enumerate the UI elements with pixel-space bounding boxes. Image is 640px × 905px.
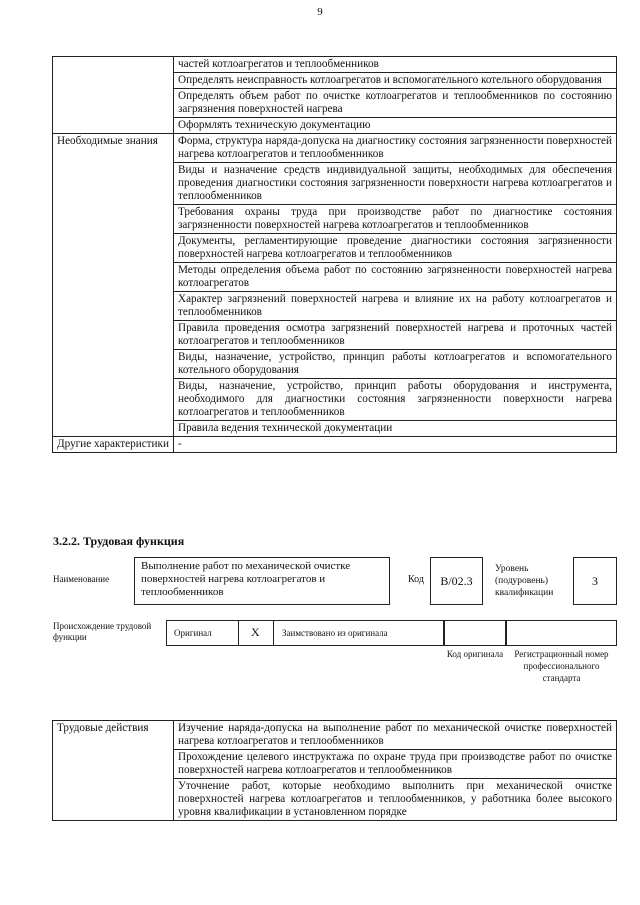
labor-actions-label: Трудовые действия: [53, 721, 174, 821]
page-number: 9: [317, 6, 323, 18]
skill-cell: частей котлоагрегатов и теплообменников: [174, 57, 617, 73]
function-code: B/02.3: [430, 557, 483, 605]
original-label: Оригинал: [174, 628, 212, 638]
code-original-caption: Код оригинала: [446, 649, 504, 659]
section-title: 3.2.2. Трудовая функция: [53, 534, 185, 548]
name-label: Наименование: [53, 574, 110, 584]
table-row: [53, 437, 617, 453]
other-characteristics-value: -: [174, 437, 617, 453]
requirements-table: [52, 56, 617, 453]
skill-cell: Оформлять техническую документацию: [174, 118, 617, 134]
action-cell: Уточнение работ, которые необходимо выполнить при механической очистке поверхностей нагрева котлоагрегатов и теплообменников, у работника более высокого уровня квалификации в установленном порядке: [174, 779, 617, 821]
table-row: [53, 57, 617, 73]
knowledge-cell: Требования охраны труда при производстве работ по диагностике состояния загрязненности поверхностей нагрева котлоагрегатов и теплообменников: [174, 205, 617, 234]
qualification-level: 3: [573, 557, 617, 605]
knowledge-cell: Правила проведения осмотра загрязнений поверхностей нагрева и проточных частей котлоагрегатов и теплообменников: [174, 321, 617, 350]
code-label: Код: [408, 574, 424, 585]
table-row: [53, 134, 617, 163]
origin-label: Происхождение трудовой функции: [53, 621, 152, 642]
action-cell: Прохождение целевого инструктажа по охране труда при производстве работ по очистке поверхностей нагрева котлоагрегатов и теплообменников: [174, 750, 617, 779]
knowledge-label: Необходимые знания: [53, 134, 174, 437]
original-mark: X: [251, 625, 260, 639]
action-cell: Изучение наряда-допуска на выполнение работ по механической очистке поверхностей нагрева котлоагрегатов и теплообменников: [174, 721, 617, 750]
original-code-box: [444, 620, 506, 646]
function-name-box: [134, 557, 390, 605]
table-row: [53, 721, 617, 750]
skill-cell: Определять объем работ по очистке котлоагрегатов и теплообменников по состоянию загрязнения поверхностей нагрева: [174, 89, 617, 118]
knowledge-cell: Документы, регламентирующие проведение диагностики состояния загрязненности поверхностей нагрева котлоагрегатов и теплообменников: [174, 234, 617, 263]
knowledge-cell: Методы определения объема работ по состоянию загрязненности поверхностей нагрева котлоагрегатов: [174, 263, 617, 292]
function-name: Выполнение работ по механической очистке поверхностей нагрева котлоагрегатов и теплообменников: [141, 560, 351, 598]
knowledge-cell: Правила ведения технической документации: [174, 421, 617, 437]
reg-number-box: [506, 620, 617, 646]
skill-cell: Определять неисправность котлоагрегатов и вспомогательного котельного оборудования: [174, 73, 617, 89]
skills-label-cell: [53, 57, 174, 134]
other-characteristics-label: Другие характеристики: [53, 437, 174, 453]
labor-actions-table: [52, 720, 617, 821]
level-label: Уровень (подуровень) квалификации: [495, 564, 554, 598]
reg-number-caption: Регистрационный номер профессионального стандарта: [514, 649, 609, 683]
knowledge-cell: Характер загрязнений поверхностей нагрева и влияние их на работу котлоагрегатов и теплообменников: [174, 292, 617, 321]
knowledge-cell: Виды, назначение, устройство, принцип работы котлоагрегатов и вспомогательного котельного оборудования: [174, 350, 617, 379]
knowledge-cell: Виды, назначение, устройство, принцип работы оборудования и инструмента, необходимого для диагностики состояния загрязненности поверхности нагрева котлоагрегатов и теплообменников: [174, 379, 617, 421]
knowledge-cell: Форма, структура наряда-допуска на диагностику состояния загрязненности поверхностей нагрева котлоагрегатов и теплообменников: [174, 134, 617, 163]
knowledge-cell: Виды и назначение средств индивидуальной защиты, необходимых для обеспечения проведения диагностики состояния загрязненности поверхности нагрева котлоагрегатов и теплообменников: [174, 163, 617, 205]
borrowed-label: Заимствовано из оригинала: [282, 628, 388, 638]
